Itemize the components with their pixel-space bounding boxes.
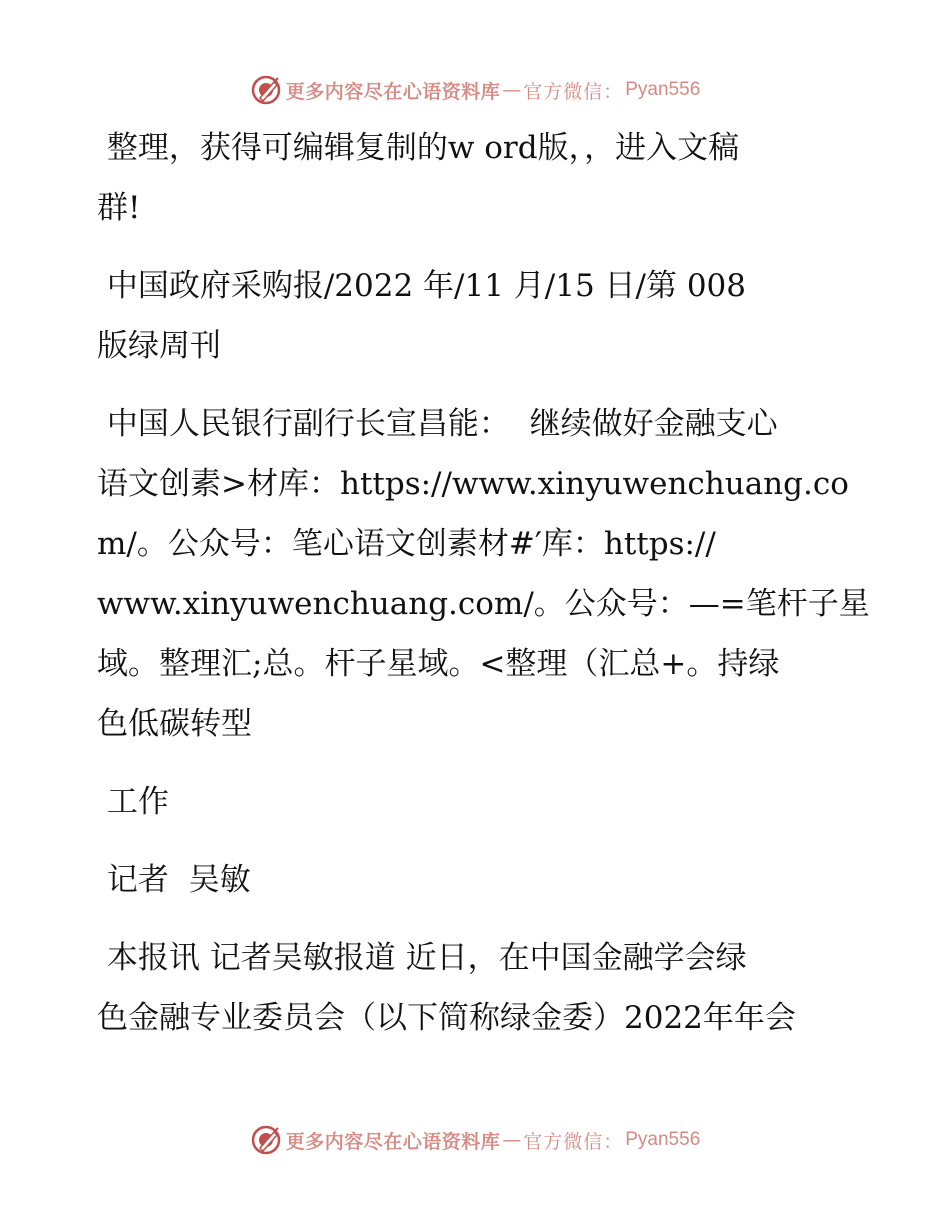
watermark-separator: — bbox=[502, 79, 522, 101]
text-line: 中国人民银行副行长宣昌能： 继续做好金融支心 bbox=[97, 406, 778, 442]
text-line: 色金融专业委员会（以下简称绿金委）2022年年会 bbox=[97, 1000, 796, 1036]
text-line: 语文创素>材库：https://www.xinyuwenchuang.co bbox=[97, 466, 849, 502]
watermark-text bbox=[250, 74, 701, 106]
text-line: 域。整理汇;总。杆子星域。<整理（汇总+。持绿 bbox=[97, 646, 780, 682]
text-line: 记者 吴敏 bbox=[97, 862, 251, 898]
text-line: 中国政府采购报/2022 年/11 月/15 日/第 008 bbox=[97, 268, 747, 304]
watermark-text bbox=[250, 1124, 701, 1156]
watermark-main-text: 更多内容尽在心语资料库 bbox=[285, 80, 501, 103]
text-line: 工作 bbox=[97, 784, 169, 820]
watermark-separator: — bbox=[502, 1129, 522, 1151]
paragraph-byline bbox=[97, 850, 877, 910]
footer-watermark-banner bbox=[0, 1120, 950, 1160]
paragraph-intro-note bbox=[97, 118, 877, 238]
header-watermark-banner bbox=[0, 70, 950, 110]
document-body bbox=[97, 118, 877, 1066]
text-line: 群! bbox=[97, 190, 141, 226]
paragraph-headline bbox=[97, 394, 877, 754]
text-line: 本报讯 记者吴敏报道 近日，在中国金融学会绿 bbox=[97, 940, 747, 976]
watermark-main-text: 更多内容尽在心语资料库 bbox=[285, 1130, 501, 1153]
text-line: 版绿周刊 bbox=[97, 328, 221, 364]
paragraph-headline-continued bbox=[97, 772, 877, 832]
paragraph-source-citation bbox=[97, 256, 877, 376]
paragraph-article-lead bbox=[97, 928, 877, 1048]
pen-logo-icon bbox=[250, 1124, 282, 1156]
watermark-wechat-label: 官方微信： bbox=[523, 80, 624, 103]
watermark-wechat-id: Pyan556 bbox=[625, 79, 701, 100]
watermark-wechat-id: Pyan556 bbox=[625, 1129, 701, 1150]
text-line: m/。公众号：笔心语文创素材#′库：https:// bbox=[97, 526, 716, 562]
text-line: www.xinyuwenchuang.com/。公众号：—=笔杆子星 bbox=[97, 586, 870, 622]
watermark-wechat-label: 官方微信： bbox=[523, 1130, 624, 1153]
pen-logo-icon bbox=[250, 74, 282, 106]
text-line: 色低碳转型 bbox=[97, 706, 252, 742]
text-line: 整理，获得可编辑复制的w ord版，，进入文稿 bbox=[97, 130, 740, 166]
